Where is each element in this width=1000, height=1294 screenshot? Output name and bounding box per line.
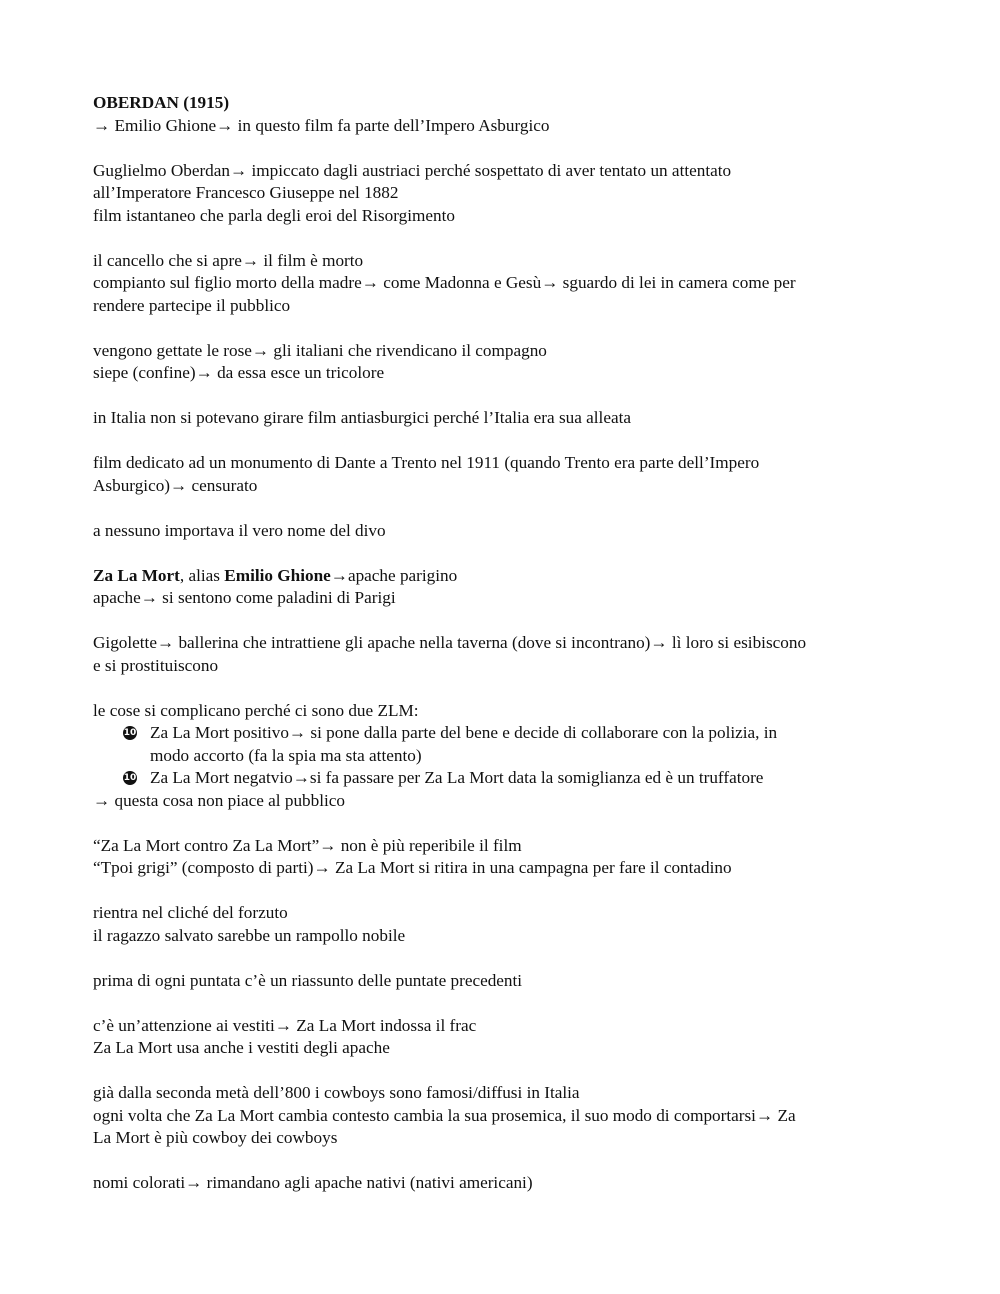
paragraph-dante (93, 452, 923, 497)
paragraph-line: rendere partecipe il pubblico (93, 295, 291, 315)
paragraph-riassunto (93, 970, 923, 993)
bullet-icon: 10 (123, 728, 137, 738)
paragraph-line: Guglielmo Oberdan→ impiccato dagli austriaci perché sospettato di aver tentato un attentato (93, 160, 732, 180)
bullet-icon: 10 (123, 773, 137, 783)
paragraph-cowboys (93, 1082, 923, 1150)
paragraph-cancello (93, 250, 923, 318)
paragraph-line: il ragazzo salvato sarebbe un rampollo nobile (93, 925, 406, 945)
list-item: 10 Za La Mort positivo→ si pone dalla parte del bene e decide di collaborare con la polizia, in modo accorto (fa la spia ma sta attento) (123, 723, 778, 765)
paragraph-line: vengono gettate le rose→ gli italiani che rivendicano il compagno (93, 340, 547, 360)
paragraph-line: all’Imperatore Francesco Giuseppe nel 1882 (93, 183, 399, 202)
bold-name-za-la-mort: Za La Mort (93, 565, 180, 585)
paragraph-gigolette (93, 632, 923, 677)
bullet-list (93, 722, 923, 790)
paragraph-line: La Mort è più cowboy dei cowboys (93, 1128, 338, 1147)
paragraph-line: → questa cosa non piace al pubblico (93, 790, 346, 810)
paragraph-line: → Emilio Ghione→ in questo film fa parte dell’Impero Asburgico (93, 115, 550, 135)
document-title: OBERDAN (1915) (93, 93, 230, 112)
paragraph-line: c’è un’attenzione ai vestiti→ Za La Mort indossa il frac (93, 1015, 477, 1035)
paragraph-line: Za La Mort usa anche i vestiti degli apache (93, 1038, 390, 1057)
paragraph-line: ogni volta che Za La Mort cambia contesto cambia la sua prosemica, il suo modo di comportarsi→ Za (93, 1105, 796, 1125)
paragraph-line: e si prostituiscono (93, 655, 219, 675)
paragraph-line: apache→ si sentono come paladini di Parigi (93, 588, 396, 607)
document-page (93, 92, 923, 1217)
paragraph-line: Asburgico)→ censurato (93, 475, 258, 495)
paragraph-za-la-mort (93, 565, 923, 610)
paragraph-line: già dalla seconda metà dell’800 i cowboys sono famosi/diffusi in Italia (93, 1083, 580, 1102)
paragraph-nomi-colorati (93, 1172, 923, 1195)
paragraph-due-zlm (93, 700, 923, 813)
paragraph-nome-divo (93, 520, 923, 543)
paragraph-line: rientra nel cliché del forzuto (93, 903, 288, 922)
paragraph-line: il cancello che si apre→ il film è morto (93, 250, 364, 270)
paragraph-line: nomi colorati→ rimandano agli apache nativi (nativi americani) (93, 1173, 533, 1192)
paragraph-line: Gigolette→ ballerina che intrattiene gli apache nella taverna (dove si incontrano)→ lì loro si esibiscono (93, 633, 807, 652)
paragraph-line: film dedicato ad un monumento di Dante a Trento nel 1911 (quando Trento era parte dell’Impero (93, 453, 760, 472)
title-block (93, 92, 923, 137)
paragraph-antiasburgici (93, 407, 923, 430)
paragraph-line: prima di ogni puntata c’è un riassunto delle puntate precedenti (93, 970, 523, 990)
paragraph-line: Za La Mort, alias Emilio Ghione→apache parigino (93, 565, 458, 585)
paragraph-line: a nessuno importava il vero nome del divo (93, 520, 386, 540)
paragraph-line: compianto sul figlio morto della madre→ come Madonna e Gesù→ sguardo di lei in camera come per (93, 273, 796, 292)
paragraph-line: film istantaneo che parla degli eroi del Risorgimento (93, 205, 455, 225)
paragraph-rose (93, 340, 923, 385)
list-item: 10 Za La Mort negatvio→si fa passare per Za La Mort data la somiglianza ed è un truffatore (123, 768, 764, 787)
paragraph-film-titles (93, 835, 923, 880)
paragraph-line: le cose si complicano perché ci sono due ZLM: (93, 700, 419, 720)
paragraph-vestiti (93, 1015, 923, 1060)
paragraph-line: “Tpoi grigi” (composto di parti)→ Za La Mort si ritira in una campagna per fare il contadino (93, 858, 732, 877)
paragraph-forzuto (93, 902, 923, 947)
paragraph-line: siepe (confine)→ da essa esce un tricolore (93, 363, 385, 382)
paragraph-line: in Italia non si potevano girare film antiasburgici perché l’Italia era sua alleata (93, 408, 631, 427)
paragraph-oberdan (93, 160, 923, 228)
bold-name-emilio-ghione: Emilio Ghione (224, 565, 331, 585)
paragraph-line: “Za La Mort contro Za La Mort”→ non è più reperibile il film (93, 835, 522, 855)
